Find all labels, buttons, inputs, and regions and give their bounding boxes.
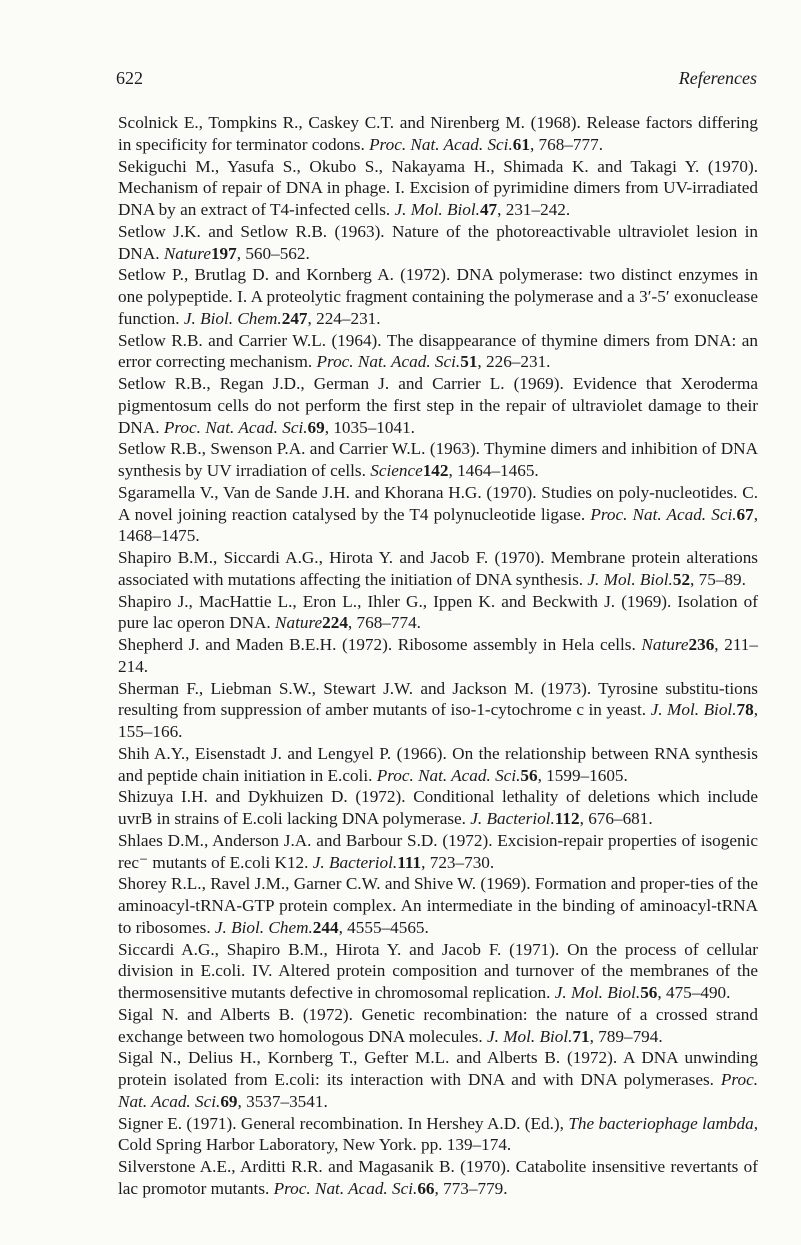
reference-volume: 61 [512, 134, 530, 154]
reference-entry [118, 482, 758, 547]
reference-journal: J. Mol. Biol. [486, 1026, 573, 1046]
reference-entry [118, 221, 758, 265]
reference-journal: Proc. Nat. Acad. Sci. [163, 417, 308, 437]
reference-journal: Nature [275, 613, 323, 633]
reference-entry [118, 264, 758, 329]
reference-journal: Proc. Nat. Acad. Sci. [316, 352, 461, 372]
reference-text: Shlaes D.M., Anderson J.A. and Barbour S.D. (1972). Excision-repair properties of isogenic rec⁻ mutants of E.coli K12. [118, 830, 758, 872]
reference-text: Siccardi A.G., Shapiro B.M., Hirota Y. and Jacob F. (1971). On the process of cellular division in E.coli. IV. Altered protein composition and turnover of the membranes of the thermosensitive mutants defective in chromosomal replication. [118, 939, 758, 1002]
reference-entry [118, 438, 758, 482]
reference-volume: 51 [460, 352, 478, 372]
reference-volume: 197 [210, 243, 237, 263]
reference-pages: , 226–231. [477, 352, 551, 372]
reference-volume: 247 [281, 308, 308, 328]
reference-pages: , 211–214. [118, 635, 758, 676]
reference-text: Shepherd J. and Maden B.E.H. (1972). Ribosome assembly in Hela cells. [118, 635, 642, 654]
reference-pages: , 768–777. [529, 134, 603, 154]
reference-entry [118, 678, 758, 743]
reference-pages: , 1468–1475. [118, 504, 759, 546]
reference-pages: , 1599–1605. [537, 765, 628, 785]
reference-pages: , 75–89. [690, 569, 746, 589]
reference-volume: 78 [736, 700, 754, 720]
reference-text: Scolnick E., Tompkins R., Caskey C.T. and Nirenberg M. (1968). Release factors differing in specificity for terminator codons. [118, 113, 758, 154]
reference-volume: 236 [688, 635, 715, 654]
reference-entry [118, 1156, 758, 1200]
reference-pages: , 773–779. [434, 1178, 508, 1198]
reference-text: Sgaramella V., Van de Sande J.H. and Khorana H.G. (1970). Studies on poly-nucleotides. C. A novel joining reaction catalysed by the T4 polynucleotide ligase. [118, 482, 758, 524]
reference-text: Shih A.Y., Eisenstadt J. and Lengyel P. (1966). On the relationship between RNA synthesis and peptide chain initiation in E.coli. [118, 743, 758, 785]
running-title: References [678, 68, 757, 88]
reference-journal: J. Biol. Chem. [214, 917, 313, 937]
reference-journal: J. Mol. Biol. [554, 983, 641, 1002]
reference-journal: J. Bacteriol. [470, 809, 555, 828]
page-number: 622 [116, 68, 143, 88]
reference-journal: J. Biol. Chem. [183, 308, 282, 328]
reference-text: Sigal N. and Alberts B. (1972). Genetic recombination: the nature of a crossed strand exchange between two homologous DNA molecules. [118, 1004, 758, 1046]
reference-pages: , 1464–1465. [448, 461, 539, 480]
reference-entry [118, 1004, 758, 1048]
reference-journal: J. Mol. Biol. [650, 700, 737, 720]
reference-journal: Proc. Nat. Acad. Sci. [273, 1178, 418, 1198]
reference-volume: 56 [640, 983, 658, 1002]
reference-entry [118, 1047, 758, 1112]
reference-journal: J. Bacteriol. [312, 852, 398, 872]
reference-text: Shapiro J., MacHattie L., Eron L., Ihler G., Ippen K. and Beckwith J. (1969). Isolation of pure lac operon DNA. [118, 591, 758, 633]
reference-volume: 66 [417, 1178, 435, 1198]
reference-text: Shorey R.L., Ravel J.M., Garner C.W. and Shive W. (1969). Formation and proper-ties of the aminoacyl-tRNA-GTP protein complex. An intermediate in the binding of aminoacyl-tRNA to ribosomes. [118, 874, 758, 937]
reference-pages: , 789–794. [589, 1026, 663, 1046]
reference-pages: , 723–730. [421, 852, 495, 872]
reference-entry [118, 156, 758, 221]
reference-volume: 69 [307, 417, 325, 437]
reference-text: Sekiguchi M., Yasufa S., Okubo S., Nakayama H., Shimada K. and Takagi Y. (1970). Mechanism of repair of DNA in phage. I. Excision of pyrimidine dimers from UV-irradiated DNA by an extract of T4-infected cells. [118, 156, 758, 219]
reference-text: Sherman F., Liebman S.W., Stewart J.W. and Jackson M. (1973). Tyrosine substitu-tions resulting from suppression of amber mutants of iso-1-cytochrome c in yeast. [118, 678, 758, 720]
reference-journal: Nature [641, 635, 689, 654]
reference-pages: , 231–242. [497, 200, 571, 219]
reference-text: Setlow P., Brutlag D. and Kornberg A. (1972). DNA polymerase: two distinct enzymes in one polypeptide. I. A proteolytic fragment containing the polymerase and a 3′-5′ exonuclease function. [118, 265, 758, 328]
reference-pages: , 3537–3541. [237, 1091, 328, 1111]
reference-volume: 47 [479, 200, 498, 219]
reference-entry [118, 373, 758, 438]
reference-volume: 67 [736, 504, 754, 524]
reference-text: Sigal N., Delius H., Kornberg T., Gefter M.L. and Alberts B. (1972). A DNA unwinding protein isolated from E.coli: its interaction with DNA and with DNA polymerases. [118, 1048, 758, 1089]
reference-volume: 69 [220, 1091, 238, 1111]
reference-volume: 224 [322, 613, 348, 633]
reference-pages: , 4555–4565. [338, 917, 429, 937]
reference-pages: , 155–166. [118, 700, 758, 741]
reference-pages: , 224–231. [307, 308, 381, 328]
reference-volume: 244 [312, 917, 339, 937]
reference-journal: Proc. Nat. Acad. Sci. [590, 504, 737, 524]
reference-pages: , Cold Spring Harbor Laboratory, New York. pp. 139–174. [118, 1113, 758, 1155]
reference-text: Shapiro B.M., Siccardi A.G., Hirota Y. and Jacob F. (1970). Membrane protein alterations associated with mutations affecting the initiation of DNA synthesis. [118, 548, 758, 589]
reference-volume: 52 [672, 569, 691, 589]
reference-text: Setlow R.B., Regan J.D., German J. and Carrier L. (1969). Evidence that Xeroderma pigmentosum cells do not perform the first step in the repair of ultraviolet damage to their DNA. [118, 374, 758, 437]
reference-entry [118, 112, 758, 156]
reference-entry [118, 591, 758, 635]
reference-text: Silverstone A.E., Arditti R.R. and Magasanik B. (1970). Catabolite insensitive revertants of lac promotor mutants. [118, 1157, 758, 1198]
reference-journal: Proc. Nat. Acad. Sci. [376, 765, 521, 785]
reference-pages: , 475–490. [657, 983, 731, 1002]
reference-entry [118, 743, 758, 787]
reference-journal: J. Mol. Biol. [394, 200, 480, 219]
reference-journal: J. Mol. Biol. [587, 569, 673, 589]
page-header [116, 68, 757, 94]
reference-volume: 142 [422, 461, 449, 480]
reference-volume: 112 [554, 809, 580, 828]
reference-text: Setlow R.B. and Carrier W.L. (1964). The disappearance of thymine dimers from DNA: an error correcting mechanism. [118, 330, 758, 372]
reference-list [118, 112, 758, 1200]
reference-entry [118, 330, 758, 374]
reference-journal: Proc. Nat. Acad. Sci. [369, 134, 513, 154]
reference-text: Setlow J.K. and Setlow R.B. (1963). Nature of the photoreactivable ultraviolet lesion in DNA. [118, 221, 758, 263]
reference-volume: 111 [397, 852, 422, 872]
reference-entry [118, 634, 758, 678]
reference-journal: Science [370, 461, 423, 480]
reference-pages: , 1035–1041. [324, 417, 415, 437]
reference-entry [118, 786, 758, 830]
reference-pages: , 560–562. [236, 243, 310, 263]
reference-volume: 71 [572, 1026, 590, 1046]
reference-pages: , 768–774. [347, 613, 421, 633]
reference-entry [118, 547, 758, 591]
reference-text: Signer E. (1971). General recombination. In Hershey A.D. (Ed.), [118, 1113, 569, 1133]
reference-journal: Proc. Nat. Acad. Sci. [118, 1070, 758, 1111]
reference-journal: Nature [163, 243, 211, 263]
reference-entry [118, 873, 758, 938]
reference-entry [118, 1113, 758, 1157]
reference-entry [118, 939, 758, 1004]
reference-pages: , 676–681. [579, 809, 653, 828]
reference-text: Shizuya I.H. and Dykhuizen D. (1972). Conditional lethality of deletions which include uvrB in strains of E.coli lacking DNA polymerase. [118, 787, 758, 828]
reference-journal: The bacteriophage lambda [568, 1113, 754, 1133]
reference-volume: 56 [520, 765, 538, 785]
reference-text: Setlow R.B., Swenson P.A. and Carrier W.L. (1963). Thymine dimers and inhibition of DNA synthesis by UV irradiation of cells. [118, 439, 758, 480]
reference-entry [118, 830, 758, 874]
